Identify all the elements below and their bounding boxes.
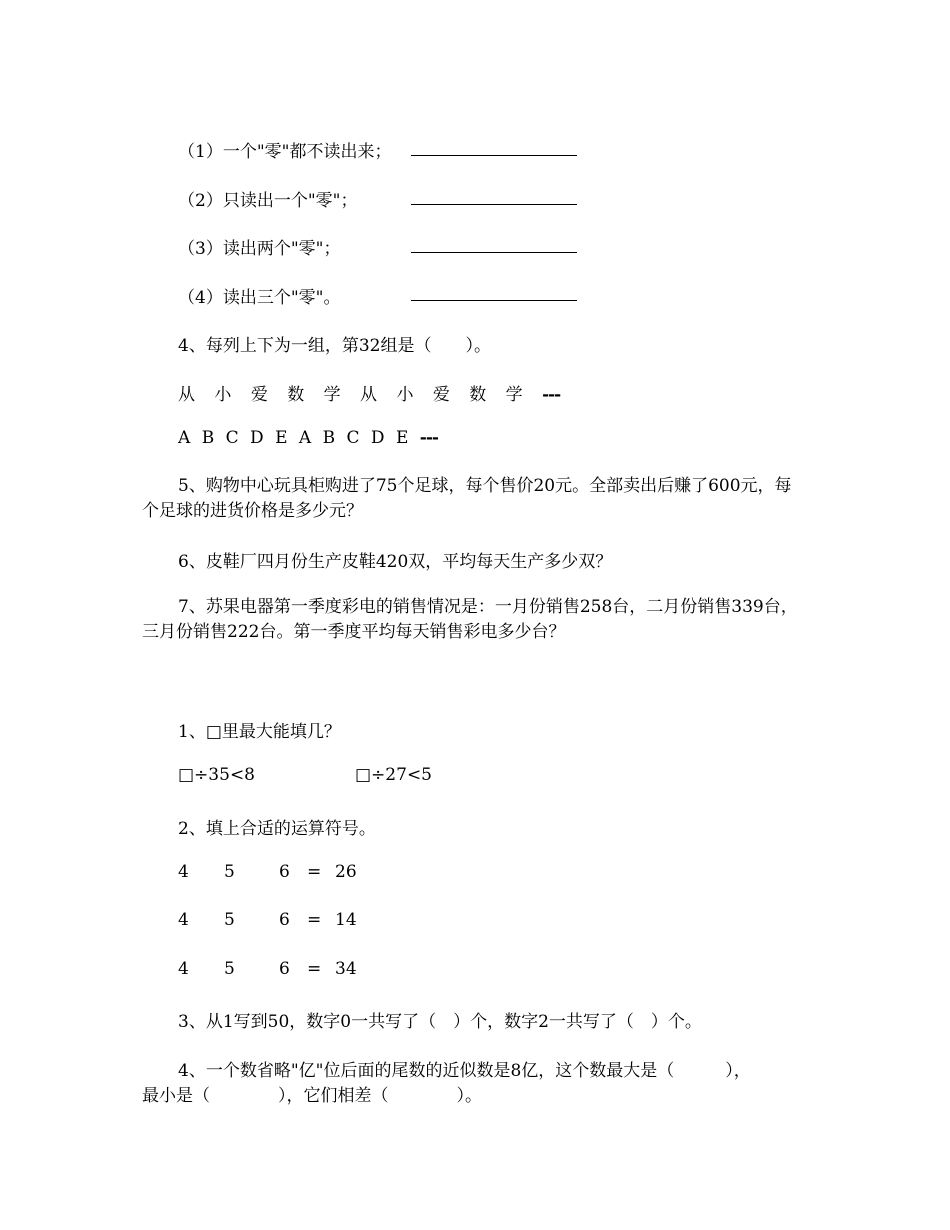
equals-sign: = [307, 862, 322, 882]
equals-sign: = [307, 959, 322, 979]
pattern-cell: 小 [214, 385, 232, 405]
pattern-row-letters [178, 428, 438, 448]
pattern-cell: E [395, 428, 409, 448]
zero-item-1: （1）一个"零"都不读出来； [178, 142, 392, 162]
section2-question-1: 1、□里最大能填几？ [178, 722, 341, 742]
section2-question-2: 2、填上合适的运算符号。 [178, 819, 376, 839]
pattern-cell: 从 [178, 385, 195, 405]
zero-item-4: （4）读出三个"零"。 [178, 288, 341, 308]
pattern-cell: 学 [505, 385, 523, 405]
question-7-text: 7、苏果电器第一季度彩电的销售情况是：一月份销售258台，二月份销售339台，三月份销售222台。第一季度平均每天销售彩电多少台？ [142, 597, 798, 642]
pattern-cell: 数 [287, 385, 305, 405]
pattern-continue: --- [542, 385, 561, 405]
equals-sign: = [307, 910, 322, 930]
question-4-pattern: 4、每列上下为一组，第32组是（ ）。 [178, 336, 491, 356]
answer-line-2[interactable] [411, 204, 577, 205]
question-5-text: 5、购物中心玩具柜购进了75个足球，每个售价20元。全部卖出后赚了600元，每个足球的进货价格是多少元？ [142, 476, 792, 521]
pattern-cell: C [225, 428, 239, 448]
inequality-1: □÷35<8 [178, 765, 255, 785]
pattern-cell: D [250, 428, 264, 448]
pattern-cell: A [298, 428, 312, 448]
zero-item-3: （3）读出两个"零"； [178, 239, 341, 259]
operand: 4 [178, 910, 189, 930]
pattern-cell: 学 [323, 385, 341, 405]
result: 26 [335, 862, 357, 882]
operand: 5 [224, 959, 235, 979]
operand: 6 [279, 910, 290, 930]
section2-question-3: 3、从1写到50，数字0一共写了（ ）个，数字2一共写了（ ）个。 [178, 1012, 702, 1032]
pattern-cell: C [346, 428, 360, 448]
pattern-cell: E [275, 428, 288, 448]
section2-question-4-line1: 4、一个数省略"亿"位后面的尾数的近似数是8亿，这个数最大是（ ）， [178, 1061, 751, 1081]
pattern-continue: --- [419, 428, 438, 448]
inequality-2: □÷27<5 [355, 765, 432, 785]
question-5 [142, 474, 807, 524]
pattern-cell: D [370, 428, 385, 448]
pattern-row-chinese [178, 380, 574, 405]
operand: 5 [224, 910, 235, 930]
pattern-cell: A [178, 428, 191, 448]
operand: 6 [279, 959, 290, 979]
operand: 6 [279, 862, 290, 882]
answer-line-1[interactable] [411, 155, 577, 156]
answer-line-3[interactable] [411, 252, 577, 253]
pattern-cell: 爱 [250, 385, 268, 405]
equation-row-3 [0, 959, 950, 983]
operand: 4 [178, 862, 189, 882]
result: 14 [335, 910, 357, 930]
pattern-cell: B [201, 428, 215, 448]
equation-row-2 [0, 910, 950, 934]
question-7 [142, 595, 807, 645]
section2-question-4-line2: 最小是（ ），它们相差（ ）。 [142, 1086, 482, 1106]
operand: 4 [178, 959, 189, 979]
zero-item-2: （2）只读出一个"零"； [178, 191, 358, 211]
operand: 5 [224, 862, 235, 882]
result: 34 [335, 959, 357, 979]
pattern-cell: 小 [396, 385, 414, 405]
pattern-cell: 从 [360, 385, 378, 405]
equation-row-1 [0, 862, 950, 886]
pattern-cell: B [322, 428, 336, 448]
pattern-cell: 数 [469, 385, 487, 405]
answer-line-4[interactable] [411, 300, 577, 301]
question-6: 6、皮鞋厂四月份生产皮鞋420双，平均每天生产多少双？ [178, 552, 613, 572]
pattern-cell: 爱 [432, 385, 450, 405]
